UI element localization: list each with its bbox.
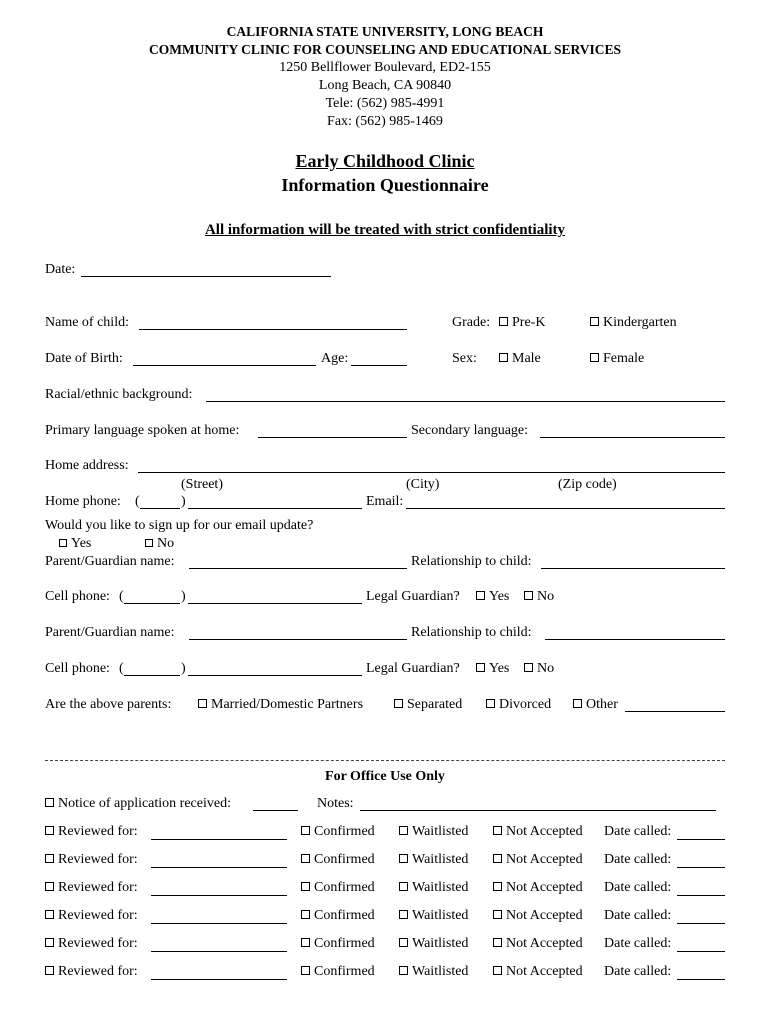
checkbox-icon[interactable] [486, 699, 495, 708]
email-update-yes[interactable]: Yes [59, 537, 91, 551]
checkbox-icon[interactable] [301, 910, 310, 919]
racial-label: Racial/ethnic background: [45, 387, 193, 402]
checkbox-icon[interactable] [301, 938, 310, 947]
review-row-2-not-accepted[interactable]: Not Accepted [493, 853, 583, 867]
guardian1-legal-no[interactable]: No [524, 590, 554, 604]
checkbox-icon[interactable] [493, 882, 502, 891]
notes-field[interactable] [360, 810, 716, 811]
guardian1-legal-label: Legal Guardian? [366, 589, 460, 604]
status-married-option[interactable]: Married/Domestic Partners [198, 698, 363, 712]
guardian2-cell-field[interactable] [188, 675, 362, 676]
home-phone-field[interactable] [188, 508, 362, 509]
guardian2-cell-label: Cell phone: [45, 661, 110, 676]
review-row-6-date-called-label: Date called: [604, 964, 672, 979]
checkbox-icon[interactable] [45, 966, 54, 975]
checkbox-icon[interactable] [301, 826, 310, 835]
primary-language-label: Primary language spoken at home: [45, 423, 240, 438]
review-row-2-confirmed[interactable]: Confirmed [301, 853, 375, 867]
notice-received-field[interactable] [253, 810, 298, 811]
university-name: CALIFORNIA STATE UNIVERSITY, LONG BEACH [226, 24, 544, 39]
review-row-5-option[interactable]: Reviewed for: [45, 937, 138, 951]
checkbox-icon[interactable] [301, 854, 310, 863]
parents-status-label: Are the above parents: [45, 697, 172, 712]
guardian2-cell-area-field[interactable] [124, 675, 180, 676]
checkbox-icon[interactable] [394, 699, 403, 708]
grade-label: Grade: [452, 315, 491, 330]
secondary-language-label: Secondary language: [411, 423, 529, 438]
review-row-6-field[interactable] [151, 979, 287, 980]
review-row-6-option[interactable]: Reviewed for: [45, 965, 138, 979]
sex-male-option[interactable]: Male [499, 352, 541, 366]
checkbox-icon[interactable] [45, 798, 54, 807]
checkbox-icon[interactable] [399, 826, 408, 835]
review-row-3-option[interactable]: Reviewed for: [45, 881, 138, 895]
secondary-language-field[interactable] [540, 437, 725, 438]
guardian1-cell-paren-close: ) [181, 589, 186, 604]
date-label: Date: [45, 262, 76, 277]
checkbox-icon[interactable] [524, 663, 533, 672]
status-other-field[interactable] [625, 711, 725, 712]
email-label: Email: [366, 494, 404, 509]
review-row-3-not-accepted[interactable]: Not Accepted [493, 881, 583, 895]
checkbox-icon[interactable] [499, 353, 508, 362]
review-row-6-not-accepted[interactable]: Not Accepted [493, 965, 583, 979]
review-row-4-not-accepted[interactable]: Not Accepted [493, 909, 583, 923]
review-row-2-option[interactable]: Reviewed for: [45, 853, 138, 867]
grade-prek-option[interactable]: Pre-K [499, 316, 545, 330]
guardian2-cell-paren-open: ( [119, 661, 124, 676]
review-row-5-date-called-label: Date called: [604, 936, 672, 951]
racial-field[interactable] [206, 401, 725, 402]
form-title: Early Childhood Clinic [295, 151, 475, 171]
home-phone-paren-close: ) [181, 494, 186, 509]
clinic-street: 1250 Bellflower Boulevard, ED2-155 [279, 60, 491, 75]
guardian2-name-field[interactable] [189, 639, 407, 640]
clinic-name: COMMUNITY CLINIC FOR COUNSELING AND EDUCATIONAL SERVICES [148, 42, 622, 57]
review-row-4-field[interactable] [151, 923, 287, 924]
review-row-4-date-called-label: Date called: [604, 908, 672, 923]
checkbox-icon[interactable] [399, 882, 408, 891]
guardian2-name-label: Parent/Guardian name: [45, 625, 175, 640]
grade-kindergarten-option[interactable]: Kindergarten [590, 316, 677, 330]
review-row-1-field[interactable] [151, 839, 287, 840]
checkbox-icon[interactable] [45, 882, 54, 891]
home-address-label: Home address: [45, 458, 129, 473]
office-heading: For Office Use Only [325, 769, 445, 784]
guardian1-cell-field[interactable] [188, 603, 362, 604]
age-label: Age: [321, 351, 349, 366]
date-field[interactable] [81, 276, 331, 277]
guardian2-relationship-field[interactable] [545, 639, 725, 640]
checkbox-icon[interactable] [476, 663, 485, 672]
sex-label: Sex: [452, 351, 477, 366]
guardian1-relationship-label: Relationship to child: [411, 554, 532, 569]
office-divider [45, 760, 725, 761]
checkbox-icon[interactable] [493, 910, 502, 919]
review-row-4-date-called-field[interactable] [677, 923, 725, 924]
review-row-1-date-called-label: Date called: [604, 824, 672, 839]
review-row-6-confirmed[interactable]: Confirmed [301, 965, 375, 979]
review-row-5-not-accepted[interactable]: Not Accepted [493, 937, 583, 951]
guardian1-cell-area-field[interactable] [124, 603, 180, 604]
guardian1-name-label: Parent/Guardian name: [45, 554, 175, 569]
checkbox-icon[interactable] [45, 826, 54, 835]
review-row-2-field[interactable] [151, 867, 287, 868]
guardian2-legal-no[interactable]: No [524, 662, 554, 676]
clinic-phone: Tele: (562) 985-4991 [325, 96, 445, 111]
checkbox-icon[interactable] [524, 591, 533, 600]
checkbox-icon[interactable] [145, 539, 153, 547]
status-other-option[interactable]: Other [573, 698, 618, 712]
primary-language-field[interactable] [258, 437, 407, 438]
clinic-fax: Fax: (562) 985-1469 [327, 114, 443, 129]
review-row-1-waitlisted[interactable]: Waitlisted [399, 825, 468, 839]
guardian1-cell-label: Cell phone: [45, 589, 110, 604]
review-row-5-field[interactable] [151, 951, 287, 952]
review-row-4-option[interactable]: Reviewed for: [45, 909, 138, 923]
guardian2-cell-paren-close: ) [181, 661, 186, 676]
guardian1-cell-paren-open: ( [119, 589, 124, 604]
review-row-1-confirmed[interactable]: Confirmed [301, 825, 375, 839]
guardian2-relationship-label: Relationship to child: [411, 625, 532, 640]
guardian2-legal-label: Legal Guardian? [366, 661, 460, 676]
checkbox-icon[interactable] [476, 591, 485, 600]
review-row-3-field[interactable] [151, 895, 287, 896]
checkbox-icon[interactable] [493, 938, 502, 947]
email-update-question: Would you like to sign up for our email update? [45, 518, 314, 533]
notice-received-option[interactable]: Notice of application received: [45, 797, 231, 811]
email-update-no[interactable]: No [145, 537, 174, 551]
checkbox-icon[interactable] [45, 854, 54, 863]
checkbox-icon[interactable] [499, 317, 508, 326]
child-name-field[interactable] [139, 329, 407, 330]
review-row-5-confirmed[interactable]: Confirmed [301, 937, 375, 951]
checkbox-icon[interactable] [45, 910, 54, 919]
guardian2-legal-yes[interactable]: Yes [476, 662, 509, 676]
review-row-4-confirmed[interactable]: Confirmed [301, 909, 375, 923]
review-row-3-date-called-label: Date called: [604, 880, 672, 895]
checkbox-icon[interactable] [301, 966, 310, 975]
guardian1-name-field[interactable] [189, 568, 407, 569]
status-separated-option[interactable]: Separated [394, 698, 462, 712]
home-address-field[interactable] [138, 472, 725, 473]
checkbox-icon[interactable] [493, 966, 502, 975]
review-row-4-waitlisted[interactable]: Waitlisted [399, 909, 468, 923]
checkbox-icon[interactable] [198, 699, 207, 708]
clinic-city: Long Beach, CA 90840 [318, 78, 452, 93]
review-row-1-not-accepted[interactable]: Not Accepted [493, 825, 583, 839]
home-phone-area-field[interactable] [140, 508, 180, 509]
email-field[interactable] [406, 508, 725, 509]
checkbox-icon[interactable] [493, 854, 502, 863]
status-divorced-option[interactable]: Divorced [486, 698, 551, 712]
review-row-1-date-called-field[interactable] [677, 839, 725, 840]
review-row-1-option[interactable]: Reviewed for: [45, 825, 138, 839]
review-row-2-date-called-field[interactable] [677, 867, 725, 868]
review-row-3-confirmed[interactable]: Confirmed [301, 881, 375, 895]
checkbox-icon[interactable] [590, 353, 599, 362]
home-phone-label: Home phone: [45, 494, 121, 509]
review-row-3-waitlisted[interactable]: Waitlisted [399, 881, 468, 895]
dob-field[interactable] [133, 365, 316, 366]
review-row-5-waitlisted[interactable]: Waitlisted [399, 937, 468, 951]
checkbox-icon[interactable] [399, 966, 408, 975]
review-row-2-date-called-label: Date called: [604, 852, 672, 867]
home-phone-paren-open: ( [135, 494, 140, 509]
zip-caption: (Zip code) [558, 477, 617, 492]
notes-label: Notes: [317, 796, 354, 811]
checkbox-icon[interactable] [399, 854, 408, 863]
checkbox-icon[interactable] [59, 539, 67, 547]
city-caption: (City) [406, 477, 440, 492]
review-row-3-date-called-field[interactable] [677, 895, 725, 896]
review-row-6-date-called-field[interactable] [677, 979, 725, 980]
checkbox-icon[interactable] [493, 826, 502, 835]
street-caption: (Street) [181, 477, 223, 492]
checkbox-icon[interactable] [399, 910, 408, 919]
checkbox-icon[interactable] [301, 882, 310, 891]
checkbox-icon[interactable] [399, 938, 408, 947]
dob-label: Date of Birth: [45, 351, 123, 366]
child-name-label: Name of child: [45, 315, 129, 330]
confidentiality-notice: All information will be treated with strict confidentiality [204, 222, 566, 238]
form-subtitle: Information Questionnaire [281, 175, 489, 195]
age-field[interactable] [351, 365, 407, 366]
review-row-2-waitlisted[interactable]: Waitlisted [399, 853, 468, 867]
review-row-5-date-called-field[interactable] [677, 951, 725, 952]
sex-female-option[interactable]: Female [590, 352, 644, 366]
checkbox-icon[interactable] [45, 938, 54, 947]
guardian1-relationship-field[interactable] [541, 568, 725, 569]
checkbox-icon[interactable] [573, 699, 582, 708]
review-row-6-waitlisted[interactable]: Waitlisted [399, 965, 468, 979]
guardian1-legal-yes[interactable]: Yes [476, 590, 509, 604]
checkbox-icon[interactable] [590, 317, 599, 326]
